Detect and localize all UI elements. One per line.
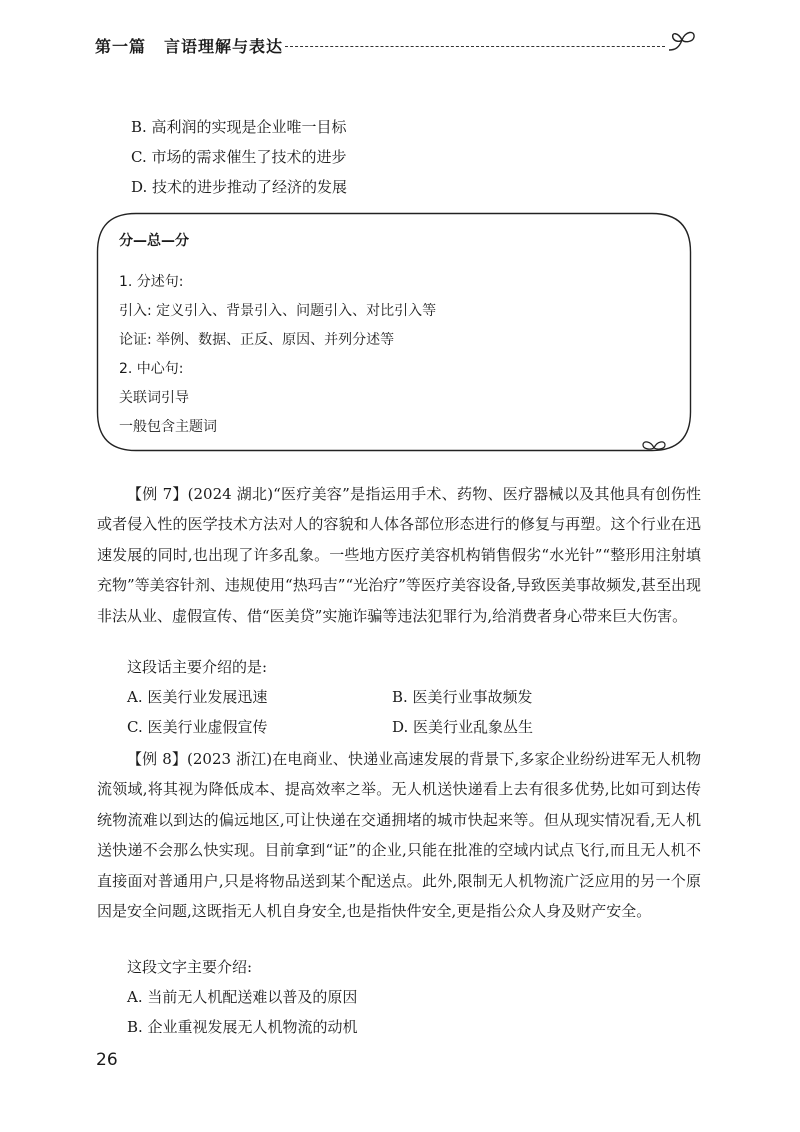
tip-box-line: 引入: 定义引入、背景引入、问题引入、对比引入等 <box>119 303 437 319</box>
header-dashed-rule <box>285 46 665 47</box>
example-8-question: 这段文字主要介绍: <box>127 958 253 976</box>
tip-box-heading: 分—总—分 <box>119 233 189 249</box>
page-number: 26 <box>96 1050 118 1070</box>
tip-box-line: 论证: 举例、数据、正反、原因、并列分述等 <box>119 332 395 348</box>
tip-box <box>96 212 692 452</box>
example-7-option-d: D. 医美行业乱象丛生 <box>392 718 534 736</box>
tip-box-line: 1. 分述句: <box>119 274 184 290</box>
tip-box-line: 2. 中心句: <box>119 361 184 377</box>
example-8-passage: 【例 8】(2023 浙江)在电商业、快递业高速发展的背景下,多家企业纷纷进军无人机物流领域,将其视为降低成本、提高效率之举。无人机送快递看上去有很多优势,比如可到达传统物流难以到达的偏远地区,可让快递在交通拥堵的城市快起来等。但从现实情况看,无人机送快递不会那么快实现。目前拿到“证”的企业,只能在批准的空域内试点飞行,而且无人机不直接面对普通用户,只是将物品送到某个配送点。此外,限制无人机物流广泛应用的另一个原因是安全问题,这既指无人机自身安全,也是指快件安全,更是指公众人身及财产安全。 <box>97 750 701 921</box>
example-7-question: 这段话主要介绍的是: <box>127 658 268 676</box>
sprout-icon <box>665 28 699 58</box>
prev-option-d: D. 技术的进步推动了经济的发展 <box>131 178 348 196</box>
header-chapter: 言语理解与表达 <box>164 37 284 56</box>
running-header <box>95 28 705 68</box>
example-7-option-a: A. 医美行业发展迅速 <box>127 688 268 706</box>
prev-option-b: B. 高利润的实现是企业唯一目标 <box>131 118 347 136</box>
tip-box-line: 一般包含主题词 <box>119 419 217 435</box>
tip-box-line: 关联词引导 <box>119 390 189 406</box>
header-part: 第一篇 <box>95 37 147 56</box>
prev-option-c: C. 市场的需求催生了技术的进步 <box>131 148 347 166</box>
example-8-option-b: B. 企业重视发展无人机物流的动机 <box>127 1018 358 1036</box>
example-8-option-a: A. 当前无人机配送难以普及的原因 <box>127 988 358 1006</box>
example-7-passage: 【例 7】(2024 湖北)“医疗美容”是指运用手术、药物、医疗器械以及其他具有创伤性或者侵入性的医学技术方法对人的容貌和人体各部位形态进行的修复与再塑。这个行业在迅速发展的同时,也出现了许多乱象。一些地方医疗美容机构销售假劣“水光针”“整形用注射填充物”等美容针剂、违规使用“热玛吉”“光治疗”等医疗美容设备,导致医美事故频发,甚至出现非法从业、虚假宣传、借“医美贷”实施诈骗等违法犯罪行为,给消费者身心带来巨大伤害。 <box>97 485 701 625</box>
example-7-option-c: C. 医美行业虚假宣传 <box>127 718 268 736</box>
header-title <box>95 34 283 57</box>
leaf-icon <box>641 438 667 452</box>
example-7-option-b: B. 医美行业事故频发 <box>392 688 533 706</box>
